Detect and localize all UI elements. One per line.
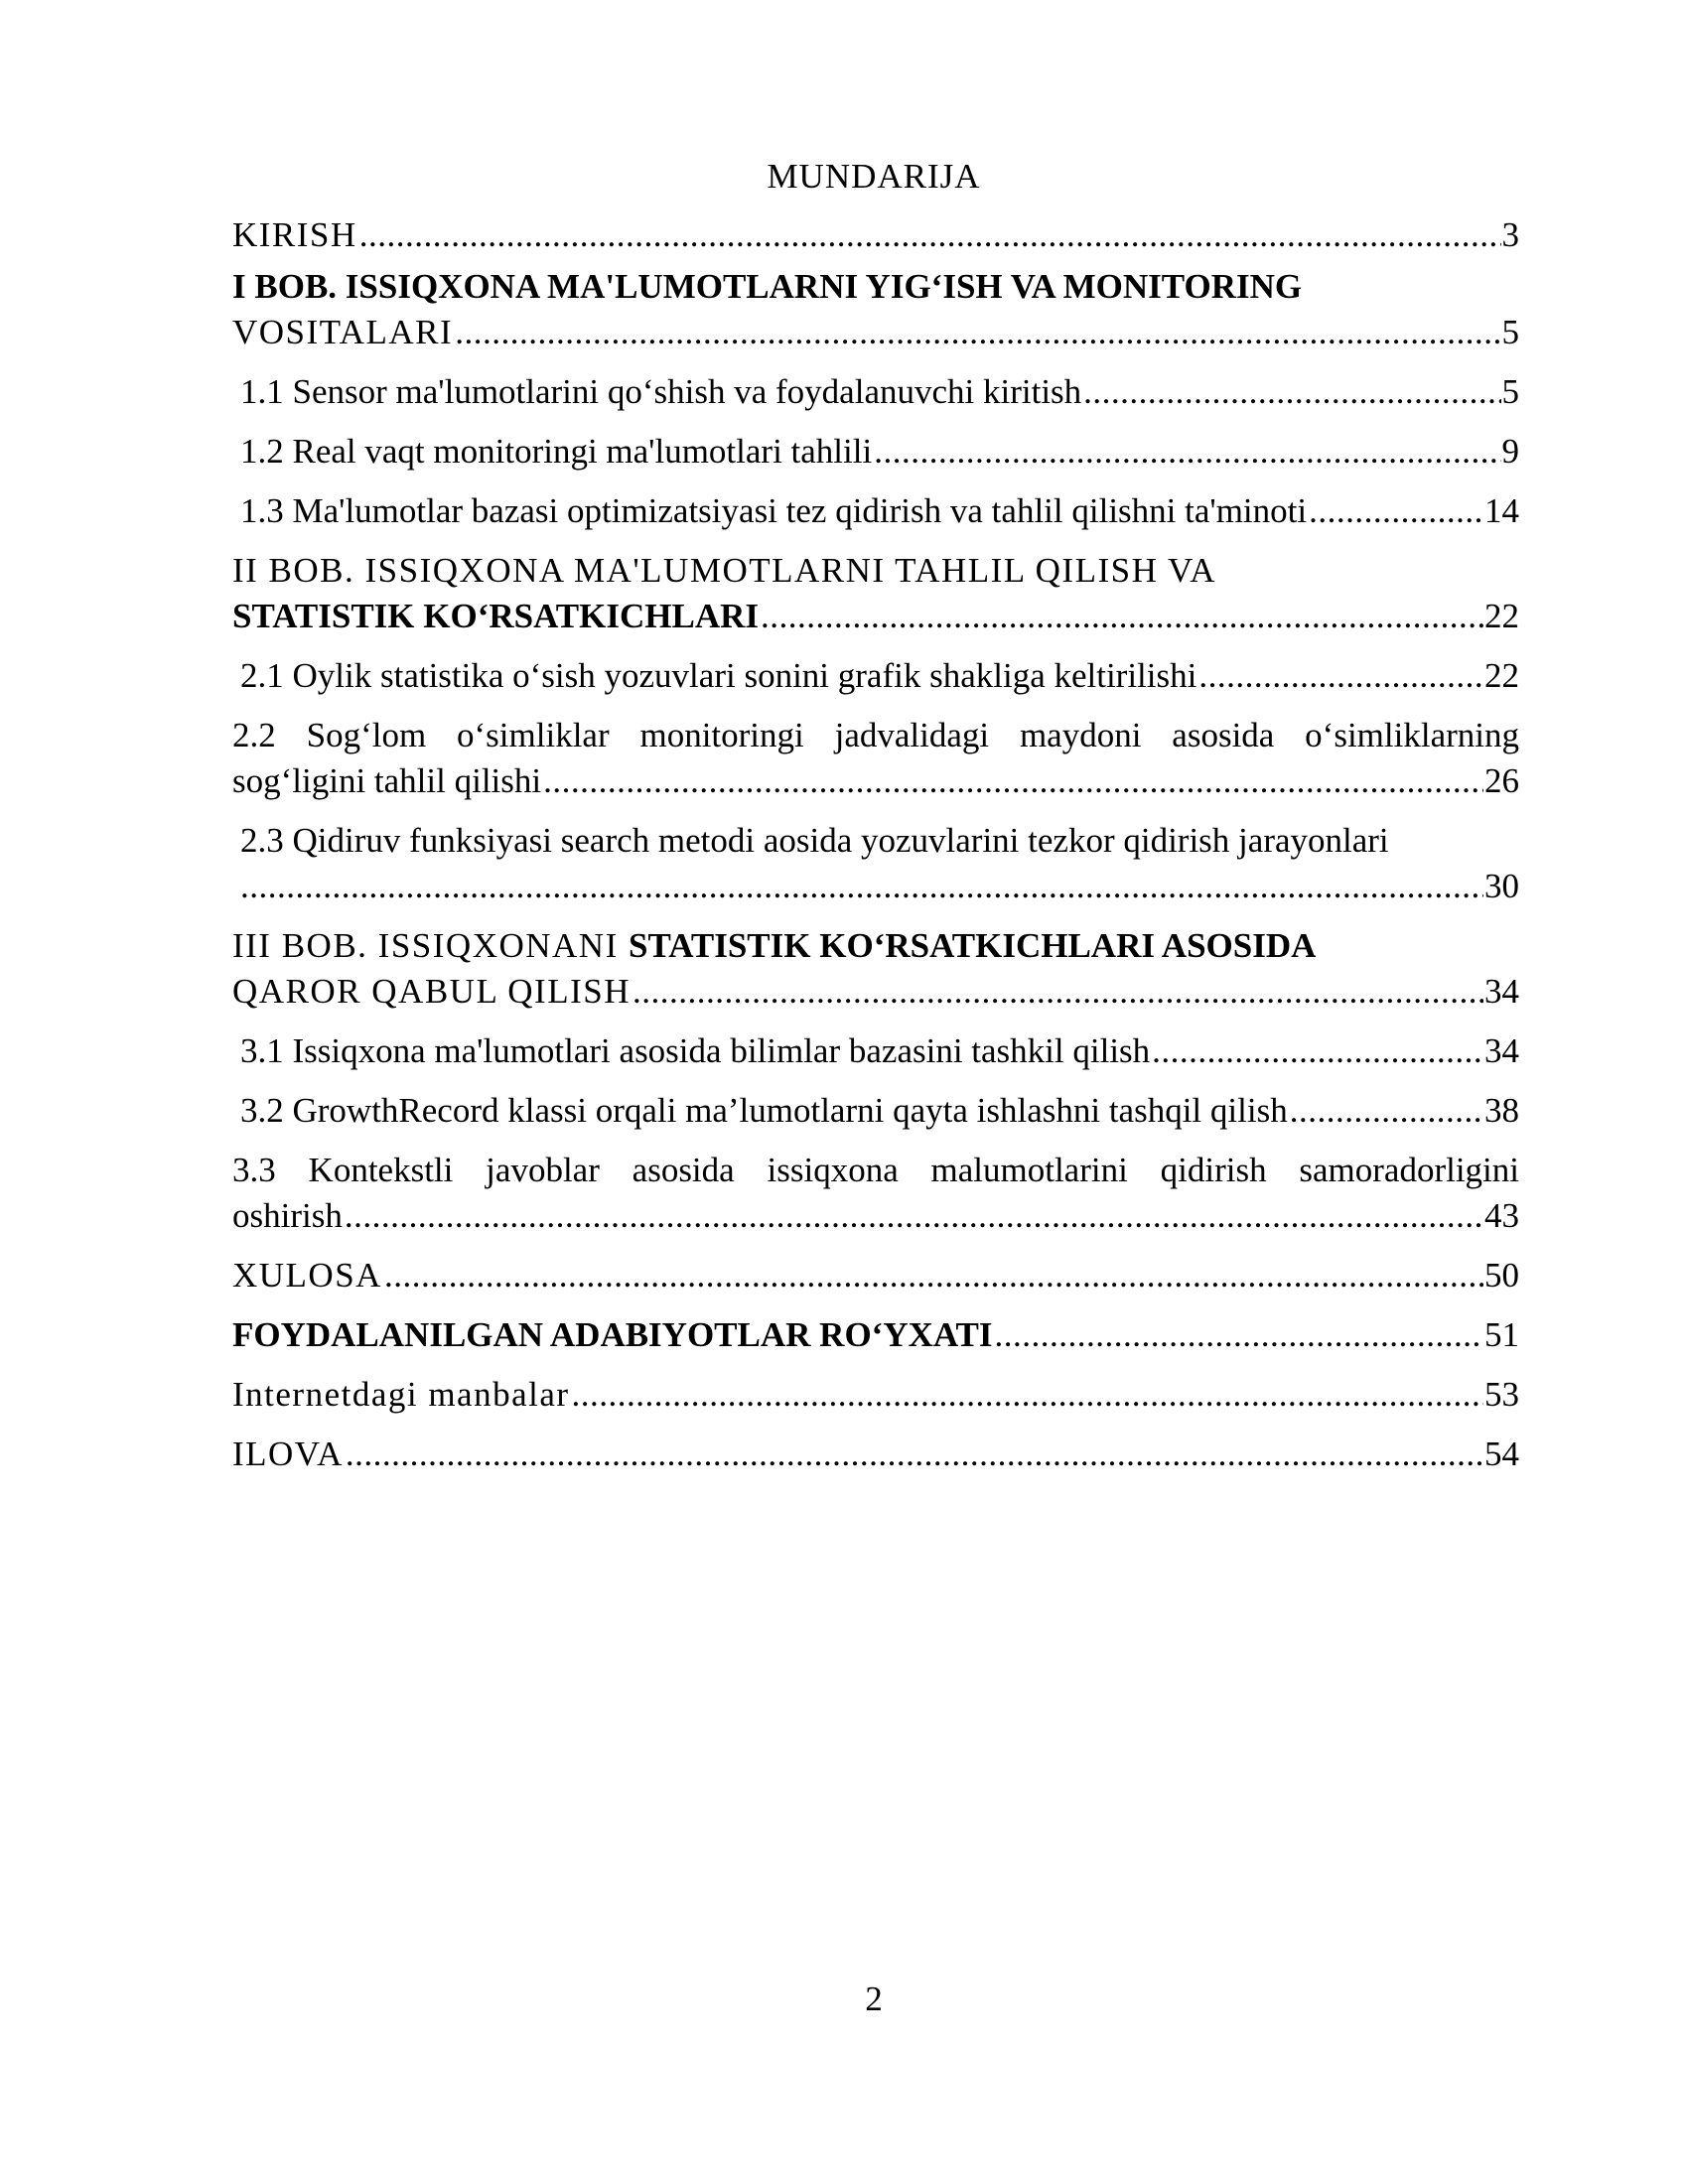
toc-entry-page: 30 <box>1484 867 1519 905</box>
dot-leader <box>543 758 1483 804</box>
toc-entry-label: FOYDALANILGAN ADABIYOTLAR RO‘YXATI <box>232 1315 993 1354</box>
toc-entry-page: 22 <box>1484 656 1519 695</box>
toc-entry-page: 51 <box>1484 1315 1519 1354</box>
toc-entry-kirish[interactable] <box>232 212 1519 258</box>
toc-entry-label: ILOVA <box>232 1434 344 1473</box>
dot-leader <box>455 310 1500 355</box>
table-of-contents <box>232 212 1519 1477</box>
toc-entry-label: 1.3 Ma'lumotlar bazasi optimizatsiyasi tez qidirish va tahlil qilishni ta'minoti <box>240 491 1308 530</box>
dot-leader <box>995 1312 1483 1358</box>
toc-entry-section-1-1[interactable] <box>232 369 1519 415</box>
toc-entry-section-3-3[interactable] <box>232 1148 1519 1239</box>
toc-entry-label: 1.1 Sensor ma'lumotlarini qo‘shish va foydalanuvchi kiritish <box>240 372 1082 411</box>
dot-leader <box>874 429 1500 475</box>
toc-entry-adabiyotlar[interactable] <box>232 1312 1519 1358</box>
dot-leader <box>359 212 1501 258</box>
toc-entry-label: KIRISH <box>232 215 357 254</box>
toc-entry-label: 1.2 Real vaqt monitoringi ma'lumotlari tahlili <box>240 432 873 471</box>
toc-entry-label-continued: STATISTIK KO‘RSATKICHLARI <box>232 597 759 635</box>
toc-entry-page: 26 <box>1484 761 1519 800</box>
toc-entry-label: Internetdagi manbalar <box>232 1375 570 1414</box>
toc-entry-section-2-3[interactable] <box>232 818 1519 909</box>
dot-leader <box>1083 369 1500 415</box>
dot-leader <box>633 969 1483 1015</box>
toc-entry-section-2-2[interactable] <box>232 713 1519 804</box>
dot-leader <box>1152 1028 1483 1074</box>
toc-entry-label: II BOB. ISSIQXONA MA'LUMOTLARNI TAHLIL QILISH VA <box>232 551 1217 590</box>
toc-entry-page: 9 <box>1501 432 1519 471</box>
toc-entry-label: 3.2 GrowthRecord klassi orqali ma’lumotlarni qayta ishlashni tashqil qilish <box>240 1091 1288 1130</box>
page-title: MUNDARIJA <box>767 157 981 196</box>
toc-entry-page: 14 <box>1484 491 1519 530</box>
toc-entry-label: 2.2 Sog‘lom o‘simliklar monitoringi jadvalidagi maydoni asosida o‘simliklarning <box>232 716 1519 754</box>
toc-entry-page: 43 <box>1484 1196 1519 1235</box>
dot-leader <box>346 1432 1483 1477</box>
dot-leader <box>1198 653 1483 699</box>
toc-entry-label: 2.3 Qidiruv funksiyasi search metodi aosida yozuvlarini tezkor qidirish jarayonlari <box>240 821 1389 860</box>
dot-leader <box>761 594 1483 639</box>
toc-entry-section-3-1[interactable] <box>232 1028 1519 1074</box>
dot-leader <box>345 1193 1483 1239</box>
toc-entry-page: 5 <box>1501 313 1519 351</box>
toc-entry-label-bold: STATISTIK KO‘RSATKICHLARI ASOSIDA <box>628 926 1317 965</box>
toc-entry-internet-manbalar[interactable] <box>232 1372 1519 1418</box>
toc-entry-page: 34 <box>1484 972 1519 1011</box>
toc-entry-label: 3.1 Issiqxona ma'lumotlari asosida bilimlar bazasini tashkil qilish <box>240 1031 1151 1070</box>
toc-entry-section-3-2[interactable] <box>232 1088 1519 1134</box>
toc-entry-page: 5 <box>1501 372 1519 411</box>
toc-entry-chapter-3[interactable] <box>232 923 1519 1015</box>
toc-entry-page: 22 <box>1484 597 1519 635</box>
toc-entry-label-continued: oshirish <box>232 1196 343 1235</box>
dot-leader <box>240 864 1483 909</box>
toc-entry-label: III BOB. ISSIQXONANI <box>232 926 629 965</box>
toc-entry-section-1-3[interactable] <box>232 488 1519 534</box>
toc-entry-ilova[interactable] <box>232 1432 1519 1477</box>
toc-entry-page: 53 <box>1484 1375 1519 1414</box>
toc-entry-chapter-1[interactable] <box>232 264 1519 355</box>
toc-entry-chapter-2[interactable] <box>232 548 1519 639</box>
page-number: 2 <box>865 1979 883 2018</box>
toc-entry-page: 54 <box>1484 1434 1519 1473</box>
toc-entry-page: 50 <box>1484 1256 1519 1295</box>
dot-leader <box>1290 1088 1483 1134</box>
toc-entry-label-continued: VOSITALARI <box>232 313 454 351</box>
dot-leader <box>1309 488 1483 534</box>
toc-entry-page: 3 <box>1501 215 1519 254</box>
toc-entry-label: I BOB. ISSIQXONA MA'LUMOTLARNI YIG‘ISH VA MONITORING <box>232 267 1303 306</box>
toc-entry-page: 34 <box>1484 1031 1519 1070</box>
toc-entry-label: 2.1 Oylik statistika o‘sish yozuvlari sonini grafik shakliga keltirilishi <box>240 656 1197 695</box>
toc-entry-xulosa[interactable] <box>232 1253 1519 1298</box>
toc-entry-section-1-2[interactable] <box>232 429 1519 475</box>
toc-entry-label-continued: QAROR QABUL QILISH <box>232 972 631 1011</box>
toc-entry-label: 3.3 Kontekstli javoblar asosida issiqxona malumotlarini qidirish samoradorligini <box>232 1151 1519 1189</box>
dot-leader <box>384 1253 1483 1298</box>
toc-entry-section-2-1[interactable] <box>232 653 1519 699</box>
toc-entry-label-continued: sog‘ligini tahlil qilishi <box>232 761 542 800</box>
dot-leader <box>572 1372 1483 1418</box>
toc-entry-page: 38 <box>1484 1091 1519 1130</box>
toc-entry-label: XULOSA <box>232 1256 382 1295</box>
